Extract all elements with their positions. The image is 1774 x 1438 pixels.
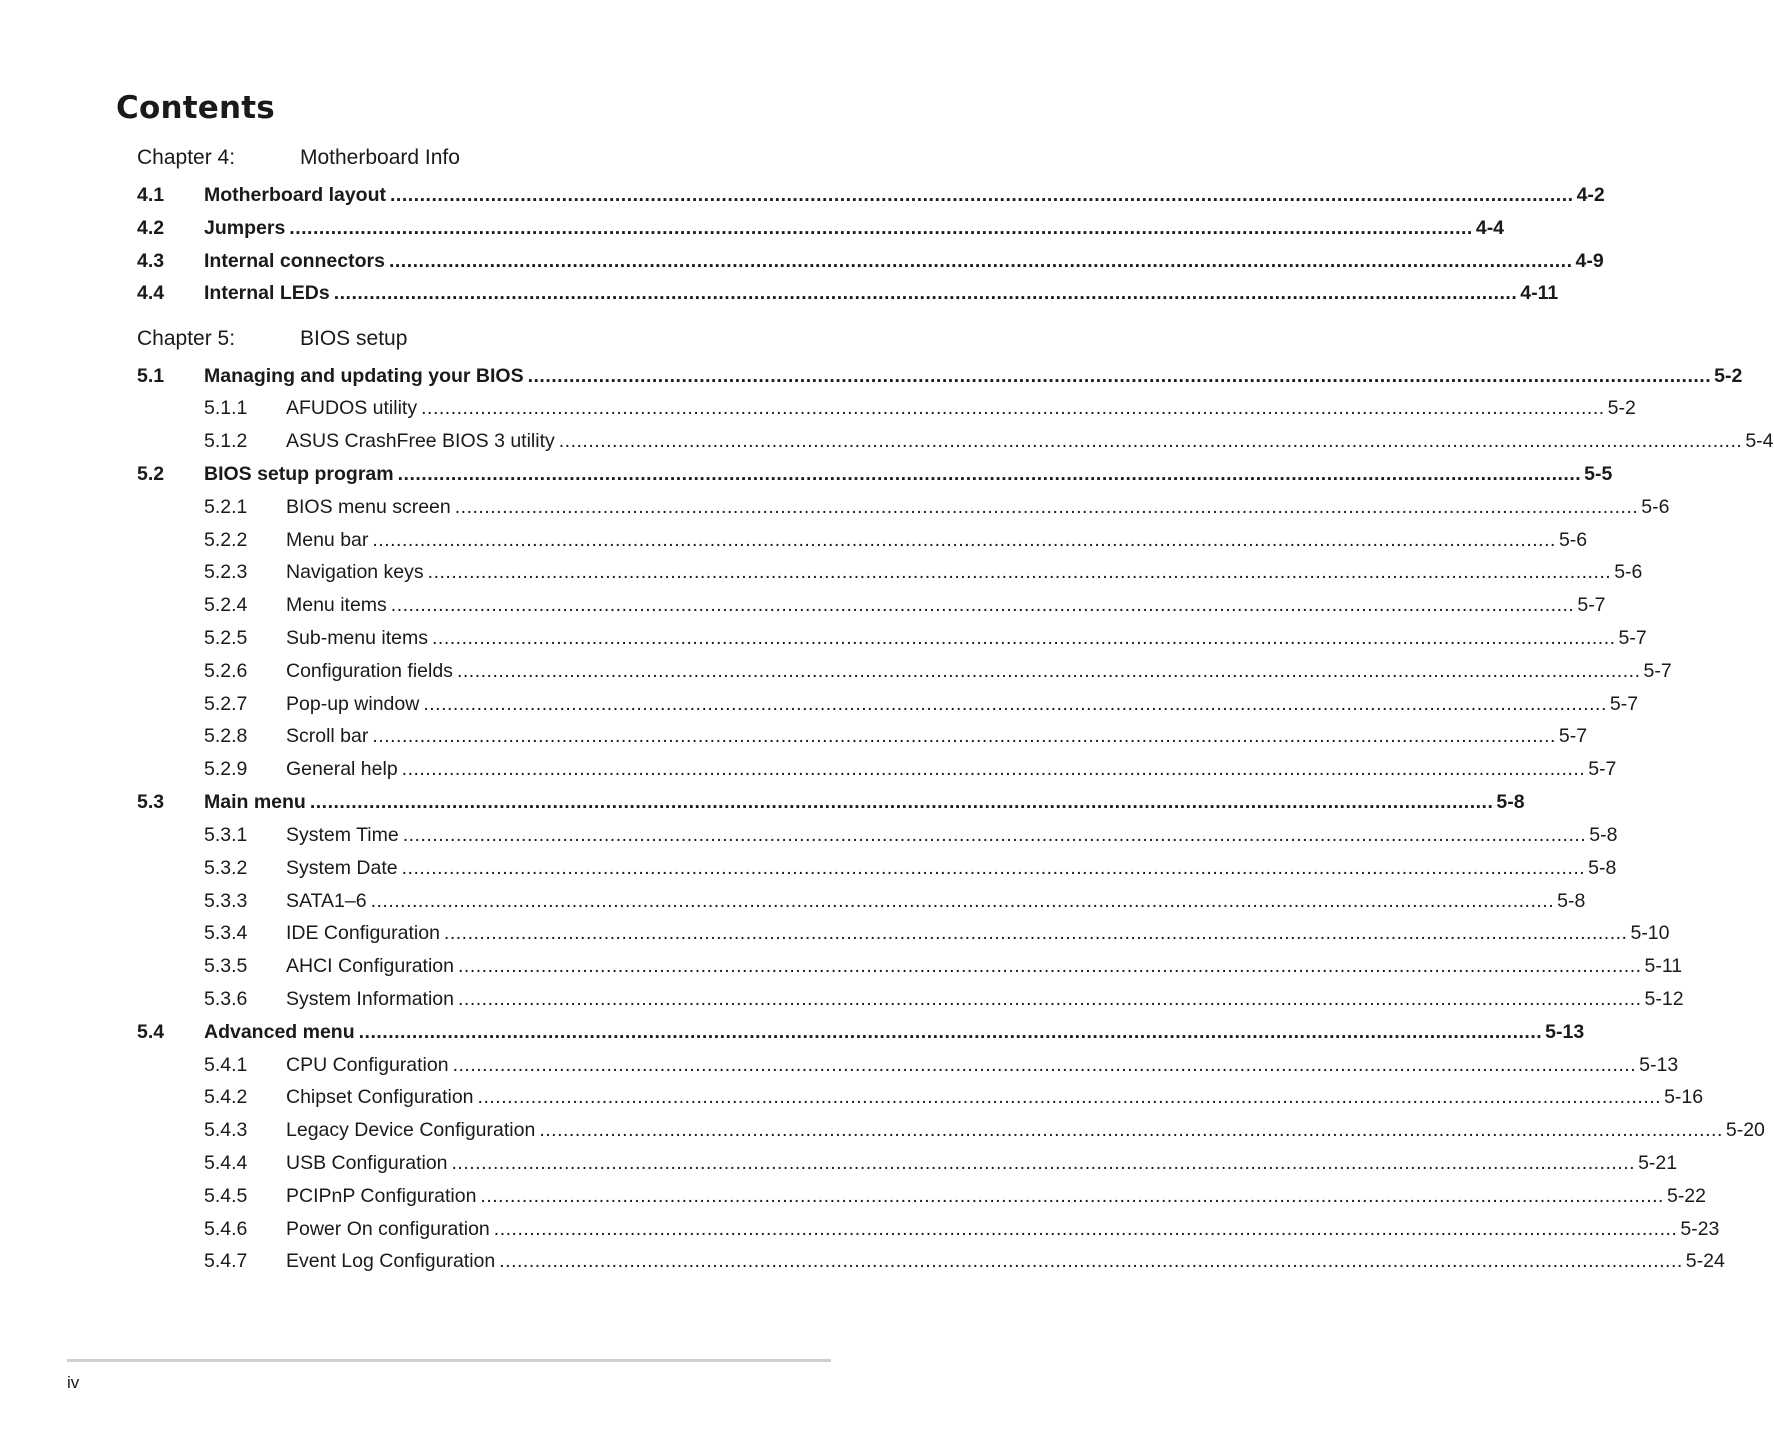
toc-entry[interactable] xyxy=(137,1183,1706,1209)
page-number: iv xyxy=(67,1373,80,1392)
toc-entry-number: 5.4.3 xyxy=(204,1119,248,1141)
dot-leader: ........................................................................................................................................................................................................ xyxy=(401,758,1586,780)
dot-leader: ........................................................................................................................................................................................................ xyxy=(443,922,1628,944)
dot-leader: ........................................................................................................................................................................................................ xyxy=(477,1086,1662,1108)
toc-entry-title: Navigation keys xyxy=(286,561,424,583)
toc-entry-number: 5.4.1 xyxy=(204,1054,248,1076)
footer-divider xyxy=(67,1359,831,1362)
toc-entry-title: ASUS CrashFree BIOS 3 utility xyxy=(286,430,555,452)
dot-leader: ........................................................................................................................................................................................................ xyxy=(493,1218,1678,1240)
toc-entry-number: 5.4 xyxy=(137,1021,165,1043)
toc-entry-page: 4-11 xyxy=(1520,282,1559,304)
chapter-heading xyxy=(137,327,797,355)
toc-entry[interactable] xyxy=(137,363,1743,389)
toc-entry-page: 5-2 xyxy=(1714,365,1743,387)
dot-leader: ........................................................................................................................................................................................................ xyxy=(458,955,1642,977)
toc-entry-number: 5.1.2 xyxy=(204,430,248,452)
toc-entry-page: 5-13 xyxy=(1639,1054,1679,1076)
toc-entry-page: 5-24 xyxy=(1685,1250,1725,1272)
toc-entry-title: AFUDOS utility xyxy=(286,397,418,419)
toc-entry[interactable] xyxy=(137,1150,1678,1176)
toc-entry-page: 5-8 xyxy=(1557,890,1586,912)
dot-leader: ........................................................................................................................................................................................................ xyxy=(480,1185,1664,1207)
toc-entry-number: 5.4.2 xyxy=(204,1086,248,1108)
toc-entry-number: 5.3.6 xyxy=(204,988,248,1010)
toc-entry-number: 4.1 xyxy=(137,184,165,206)
toc-entry-number: 5.3.1 xyxy=(204,824,248,846)
dot-leader: ........................................................................................................................................................................................................ xyxy=(427,561,1612,583)
toc-entry-number: 5.3.3 xyxy=(204,890,248,912)
toc-entry-page: 5-8 xyxy=(1588,857,1617,879)
toc-entry[interactable] xyxy=(137,723,1588,749)
toc-entry-number: 5.2.1 xyxy=(204,496,248,518)
toc-entry[interactable] xyxy=(137,527,1588,553)
toc-entry-page: 5-16 xyxy=(1664,1086,1704,1108)
toc-entry-title: AHCI Configuration xyxy=(286,955,454,977)
toc-entry-number: 5.2.9 xyxy=(204,758,248,780)
toc-entry-number: 5.3 xyxy=(137,791,165,813)
toc-entry-page: 4-4 xyxy=(1475,217,1505,239)
toc-entry-title: Sub-menu items xyxy=(286,627,428,649)
toc-entry-title: Jumpers xyxy=(204,217,286,239)
toc-entry[interactable] xyxy=(137,1117,1765,1143)
toc-entry-title: Configuration fields xyxy=(286,660,453,682)
toc-entry-page: 4-2 xyxy=(1576,184,1605,206)
toc-entry-number: 5.2.7 xyxy=(204,693,248,715)
toc-entry[interactable] xyxy=(137,1216,1720,1242)
chapter-heading xyxy=(137,146,797,174)
toc-entry-title: Internal connectors xyxy=(204,250,385,272)
toc-entry-page: 5-8 xyxy=(1589,824,1618,846)
dot-leader: ........................................................................................................................................................................................................ xyxy=(454,496,1639,518)
toc-entry-page: 5-7 xyxy=(1558,725,1588,747)
toc-entry-number: 5.3.5 xyxy=(204,955,248,977)
chapter-title: BIOS setup xyxy=(300,327,408,350)
toc-entry[interactable] xyxy=(137,1084,1704,1110)
toc-entry-number: 5.4.5 xyxy=(204,1185,248,1207)
toc-entry[interactable] xyxy=(137,691,1639,717)
toc-entry[interactable] xyxy=(137,395,1636,421)
toc-entry-page: 5-7 xyxy=(1577,594,1606,616)
toc-entry-page: 5-12 xyxy=(1644,988,1684,1010)
toc-entry[interactable] xyxy=(137,822,1618,848)
dot-leader: ........................................................................................................................................................................................................ xyxy=(289,217,1473,239)
toc-entry-page: 5-21 xyxy=(1638,1152,1678,1174)
dot-leader: ........................................................................................................................................................................................................ xyxy=(421,397,1605,419)
toc-entry-number: 5.2.3 xyxy=(204,561,248,583)
toc-entry[interactable] xyxy=(137,592,1606,618)
toc-entry-number: 5.1 xyxy=(137,365,165,387)
toc-entry[interactable] xyxy=(137,953,1683,979)
toc-entry-title: IDE Configuration xyxy=(286,922,440,944)
toc-entry-title: Menu bar xyxy=(286,529,369,551)
toc-entry-number: 5.2.4 xyxy=(204,594,248,616)
dot-leader: ........................................................................................................................................................................................................ xyxy=(456,660,1641,682)
toc-entry-title: USB Configuration xyxy=(286,1152,448,1174)
toc-entry-number: 5.3.4 xyxy=(204,922,248,944)
toc-entry-page: 5-13 xyxy=(1545,1021,1585,1043)
dot-leader: ........................................................................................................................................................................................................ xyxy=(358,1021,1543,1043)
toc-entry-page: 5-7 xyxy=(1609,693,1639,715)
toc-entry-page: 5-7 xyxy=(1618,627,1647,649)
toc-entry-title: Pop-up window xyxy=(286,693,420,715)
toc-entry[interactable] xyxy=(137,986,1684,1012)
toc-entry-title: Advanced menu xyxy=(204,1021,355,1043)
dot-leader: ........................................................................................................................................................................................................ xyxy=(402,824,1587,846)
toc-entry-page: 5-10 xyxy=(1630,922,1670,944)
toc-entry[interactable] xyxy=(137,625,1647,651)
toc-entry-title: Power On configuration xyxy=(286,1218,490,1240)
chapter-title: Motherboard Info xyxy=(300,146,460,169)
toc-entry-page: 5-7 xyxy=(1588,758,1617,780)
toc-entry-title: Scroll bar xyxy=(286,725,369,747)
toc-entry-title: Managing and updating your BIOS xyxy=(204,365,524,387)
toc-entry-number: 5.2.6 xyxy=(204,660,248,682)
toc-entry-title: CPU Configuration xyxy=(286,1054,449,1076)
toc-entry-number: 5.2.8 xyxy=(204,725,248,747)
dot-leader: ........................................................................................................................................................................................................ xyxy=(401,857,1586,879)
toc-entry-page: 5-6 xyxy=(1641,496,1670,518)
dot-leader: ........................................................................................................................................................................................................ xyxy=(372,529,1556,551)
dot-leader: ........................................................................................................................................................................................................ xyxy=(397,463,1582,485)
toc-entry-number: 4.3 xyxy=(137,250,165,272)
toc-entry-title: Motherboard layout xyxy=(204,184,387,206)
toc-entry-page: 5-23 xyxy=(1680,1218,1720,1240)
toc-entry-page: 5-5 xyxy=(1584,463,1613,485)
toc-entry-title: System Time xyxy=(286,824,399,846)
toc-entry-title: Chipset Configuration xyxy=(286,1086,474,1108)
toc-entry[interactable] xyxy=(137,1019,1585,1045)
toc-entry[interactable] xyxy=(137,855,1617,881)
dot-leader: ........................................................................................................................................................................................................ xyxy=(309,791,1494,813)
dot-leader: ........................................................................................................................................................................................................ xyxy=(370,890,1555,912)
toc-entry[interactable] xyxy=(137,494,1670,520)
toc-entry[interactable] xyxy=(137,1248,1725,1274)
dot-leader: ........................................................................................................................................................................................................ xyxy=(388,250,1573,272)
dot-leader: ........................................................................................................................................................................................................ xyxy=(558,430,1743,452)
toc-entry[interactable] xyxy=(137,461,1613,487)
toc-entry-page: 5-2 xyxy=(1607,397,1636,419)
chapter-label: Chapter 5: xyxy=(137,327,236,350)
toc-entry[interactable] xyxy=(137,1052,1679,1078)
dot-leader: ........................................................................................................................................................................................................ xyxy=(499,1250,1683,1272)
toc-entry-title: General help xyxy=(286,758,398,780)
toc-entry-title: BIOS setup program xyxy=(204,463,394,485)
toc-entry-title: System Date xyxy=(286,857,398,879)
toc-entry[interactable] xyxy=(137,920,1670,946)
toc-entry-page: 5-20 xyxy=(1725,1119,1765,1141)
dot-leader: ........................................................................................................................................................................................................ xyxy=(451,1152,1636,1174)
toc-entry[interactable] xyxy=(137,428,1774,454)
toc-entry[interactable] xyxy=(137,559,1643,585)
dot-leader: ........................................................................................................................................................................................................ xyxy=(452,1054,1637,1076)
toc-entry-title: Event Log Configuration xyxy=(286,1250,496,1272)
toc-entry-page: 5-8 xyxy=(1496,791,1525,813)
toc-entry-page: 5-6 xyxy=(1558,529,1588,551)
toc-entry-number: 5.2.2 xyxy=(204,529,248,551)
toc-entry-title: Menu items xyxy=(286,594,387,616)
toc-entry-page: 5-7 xyxy=(1643,660,1672,682)
toc-entry[interactable] xyxy=(137,888,1586,914)
dot-leader: ........................................................................................................................................................................................................ xyxy=(431,627,1616,649)
dot-leader: ........................................................................................................................................................................................................ xyxy=(372,725,1556,747)
toc-entry-number: 5.4.7 xyxy=(204,1250,248,1272)
toc-entry[interactable] xyxy=(137,280,1559,306)
toc-entry-title: PCIPnP Configuration xyxy=(286,1185,477,1207)
toc-entry-page: 5-22 xyxy=(1666,1185,1706,1207)
toc-entry-title: SATA1–6 xyxy=(286,890,367,912)
toc-entry[interactable] xyxy=(137,248,1604,274)
toc-entry-title: BIOS menu screen xyxy=(286,496,451,518)
toc-entry-page: 5-11 xyxy=(1644,955,1683,977)
toc-entry-title: System Information xyxy=(286,988,454,1010)
toc-entry-number: 5.1.1 xyxy=(204,397,248,419)
dot-leader: ........................................................................................................................................................................................................ xyxy=(333,282,1518,304)
dot-leader: ........................................................................................................................................................................................................ xyxy=(390,184,1574,206)
dot-leader: ........................................................................................................................................................................................................ xyxy=(527,365,1712,387)
toc-entry-number: 5.4.6 xyxy=(204,1218,248,1240)
page-title: Contents xyxy=(116,90,275,126)
toc-entry-number: 5.2.5 xyxy=(204,627,248,649)
toc-entry-number: 5.3.2 xyxy=(204,857,248,879)
chapter-label: Chapter 4: xyxy=(137,146,236,169)
toc-entry-page: 4-9 xyxy=(1575,250,1604,272)
toc-entry-title: Internal LEDs xyxy=(204,282,330,304)
toc-entry-title: Main menu xyxy=(204,791,306,813)
toc-entry[interactable] xyxy=(137,182,1605,208)
toc-entry[interactable] xyxy=(137,658,1672,684)
toc-entry-title: Legacy Device Configuration xyxy=(286,1119,536,1141)
toc-entry-page: 5-4 xyxy=(1745,430,1774,452)
toc-entry-number: 5.4.4 xyxy=(204,1152,248,1174)
toc-entry-number: 4.2 xyxy=(137,217,165,239)
toc-entry[interactable] xyxy=(137,756,1617,782)
toc-entry[interactable] xyxy=(137,215,1505,241)
toc-entry-page: 5-6 xyxy=(1614,561,1643,583)
toc-entry-number: 4.4 xyxy=(137,282,165,304)
dot-leader: ........................................................................................................................................................................................................ xyxy=(390,594,1575,616)
dot-leader: ........................................................................................................................................................................................................ xyxy=(457,988,1642,1010)
dot-leader: ........................................................................................................................................................................................................ xyxy=(423,693,1607,715)
toc-entry[interactable] xyxy=(137,789,1525,815)
toc-entry-number: 5.2 xyxy=(137,463,165,485)
dot-leader: ........................................................................................................................................................................................................ xyxy=(539,1119,1723,1141)
